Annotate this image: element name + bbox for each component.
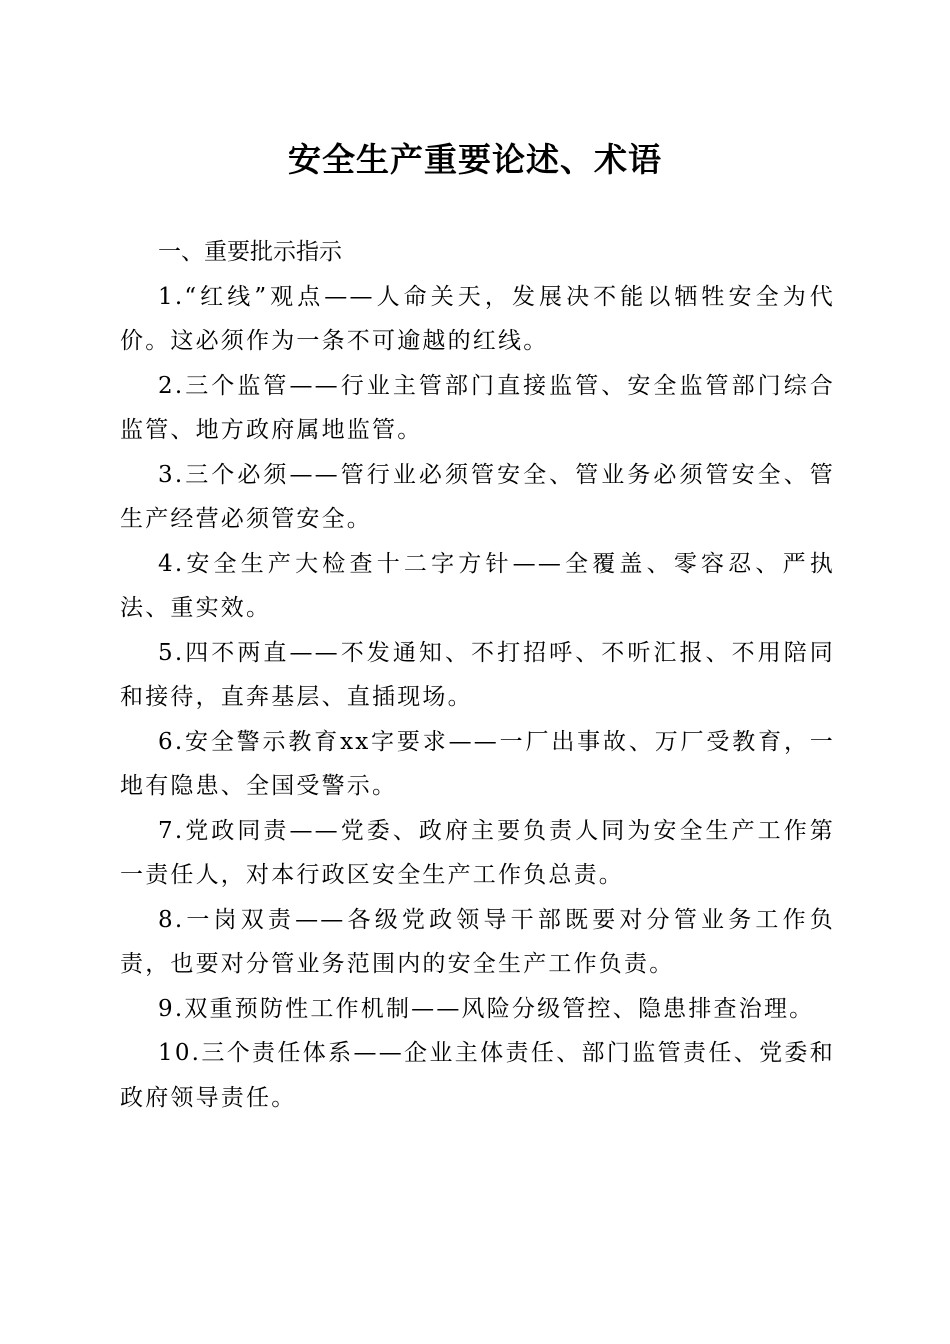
list-item-1: 1.“红线”观点——人命关天，发展决不能以牺牲安全为代价。这必须作为一条不可逾越的红线。 bbox=[120, 283, 835, 354]
list-item-8: 8.一岗双责——各级党政领导干部既要对分管业务工作负责，也要对分管业务范围内的安全生产工作负责。 bbox=[120, 906, 835, 977]
list-item-3: 3.三个必须——管行业必须管安全、管业务必须管安全、管生产经营必须管安全。 bbox=[120, 461, 835, 532]
list-item-2: 2.三个监管——行业主管部门直接监管、安全监管部门综合监管、地方政府属地监管。 bbox=[120, 372, 835, 443]
section-heading: 一、重要批示指示 bbox=[158, 239, 342, 265]
list-item-5: 5.四不两直——不发通知、不打招呼、不听汇报、不用陪同和接待，直奔基层、直插现场。 bbox=[120, 639, 835, 710]
document-title: 安全生产重要论述、术语 bbox=[288, 140, 662, 179]
list-item-9: 9.双重预防性工作机制——风险分级管控、隐患排查治理。 bbox=[158, 995, 815, 1022]
list-item-4: 4.安全生产大检查十二字方针——全覆盖、零容忍、严执法、重实效。 bbox=[120, 550, 835, 621]
list-item-6: 6.安全警示教育xx字要求——一厂出事故、万厂受教育，一地有隐患、全国受警示。 bbox=[120, 728, 835, 799]
list-item-10: 10.三个责任体系——企业主体责任、部门监管责任、党委和政府领导责任。 bbox=[120, 1040, 835, 1111]
document-body bbox=[120, 230, 835, 1120]
list-item-7: 7.党政同责——党委、政府主要负责人同为安全生产工作第一责任人，对本行政区安全生产工作负总责。 bbox=[120, 817, 835, 888]
